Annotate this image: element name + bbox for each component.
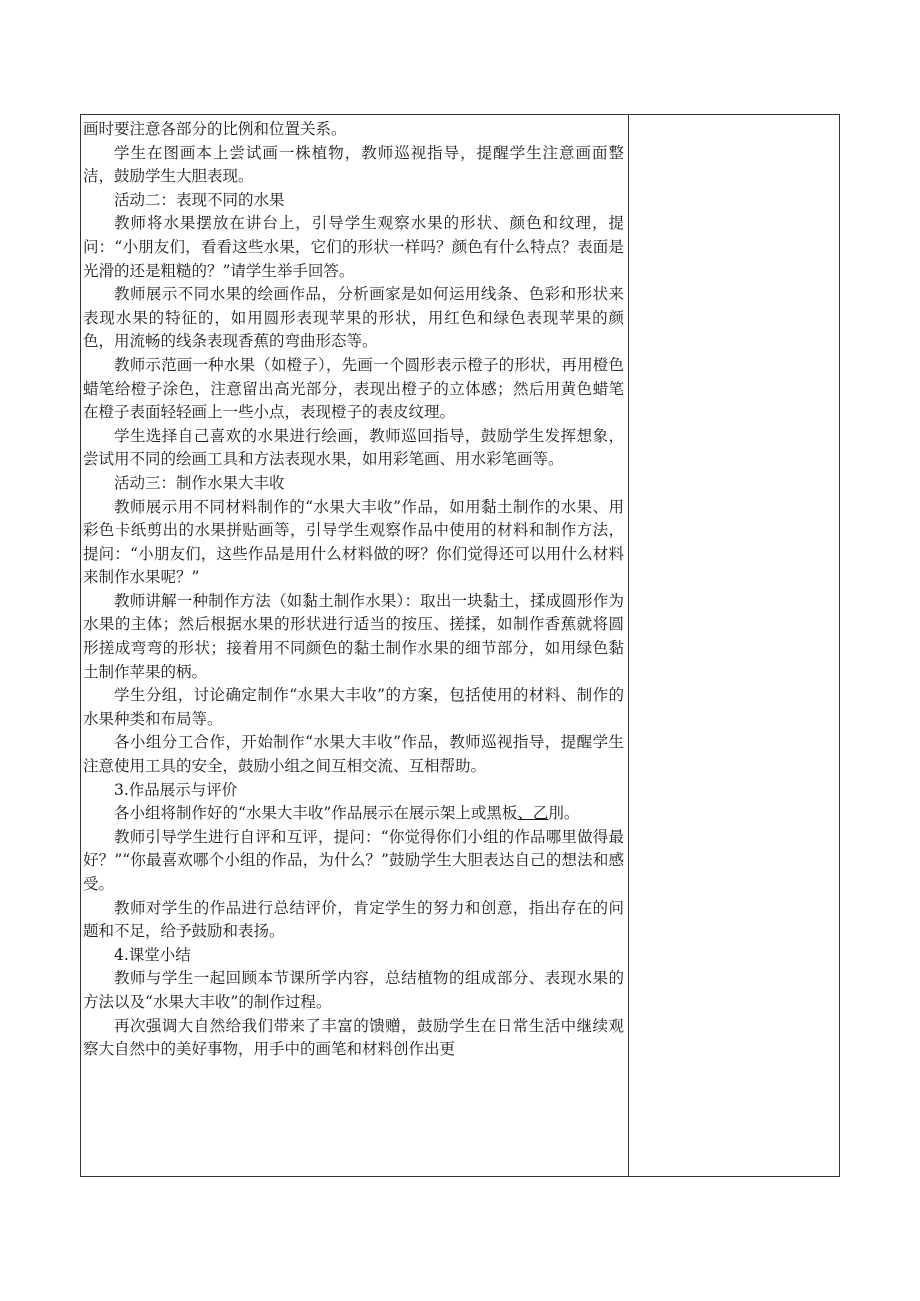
paragraph: 画时要注意各部分的比例和位置关系。 <box>83 120 347 138</box>
lesson-table <box>80 114 840 1177</box>
section-heading: 3.作品展示与评价 <box>114 780 238 799</box>
notes-cell <box>629 115 839 1176</box>
paragraph: 教师引导学生进行自评和互评，提问：“你觉得你们小组的作品哪里做得最好？”“你最喜欢哪个小组的作品，为什么？”鼓励学生大胆表达自己的想法和感受。 <box>83 827 624 893</box>
paragraph: 学生分组，讨论确定制作“水果大丰收”的方案，包括使用的材料、制作的水果种类和布局等。 <box>83 686 624 728</box>
paragraph: 各小组分工合作，开始制作“水果大丰收”作品，教师巡视指导，提醒学生注意使用工具的安全，鼓励小组之间互相交流、互相帮助。 <box>83 733 624 776</box>
paragraph: 教师展示不同水果的绘画作品，分析画家是如何运用线条、色彩和形状来表现水果的特征的，如用圆形表现苹果的形状，用红色和绿色表现苹果的颜色，用流畅的线条表现香蕉的弯曲形态等。 <box>83 285 624 351</box>
paragraph: 再次强调大自然给我们带来了丰富的馈赠，鼓励学生在日常生活中继续观察大自然中的美好事物，用手中的画笔和材料创作出更 <box>83 1016 624 1059</box>
paragraph: 教师展示用不同材料制作的“水果大丰收”作品，如用黏土制作的水果、用彩色卡纸剪出的水果拼贴画等，引导学生观察作品中使用的材料和制作方法，提问：“小朋友们，这些作品是用什么材料做的呀？你们觉得还可以用什么材料来制作水果呢？” <box>83 497 624 587</box>
content-cell <box>81 115 629 1176</box>
paragraph-text: 各小组将制作好的“水果大丰收”作品展示在展示架上或黑板 <box>114 804 518 823</box>
paragraph <box>83 802 624 826</box>
paragraph: 教师对学生的作品进行总结评价，肯定学生的努力和创意，指出存在的问题和不足，给予鼓励和表扬。 <box>83 898 624 941</box>
paragraph: 教师将水果摆放在讲台上，引导学生观察水果的形状、颜色和纹理，提问：“小朋友们，看看这些水果，它们的形状一样吗？颜色有什么特点？表面是光滑的还是粗糙的？”请学生举手回答。 <box>83 214 624 280</box>
activity-heading: 活动二：表现不同的水果 <box>114 190 285 209</box>
paragraph: 教师讲解一种制作方法（如黏土制作水果）：取出一块黏土，揉成圆形作为水果的主体；然后根据水果的形状进行适当的按压、搓揉，如制作香蕉就将圆形搓成弯弯的形状；接着用不同颜色的黏土制作水果的细节部分，如用绿色黏土制作苹果的柄。 <box>83 591 624 681</box>
section-heading: 4.课堂小结 <box>114 945 191 964</box>
paragraph: 学生选择自己喜欢的水果进行绘画，教师巡回指导，鼓励学生发挥想象，尝试用不同的绘画工具和方法表现水果，如用彩笔画、用水彩笔画等。 <box>83 426 624 469</box>
paragraph: 教师示范画一种水果（如橙子），先画一个圆形表示橙子的形状，再用橙色蜡笔给橙子涂色，注意留出高光部分，表现出橙子的立体感；然后用黄色蜡笔在橙子表面轻轻画上一些小点，表现橙子的表皮纹理。 <box>83 355 624 422</box>
paragraph: 教师与学生一起回顾本节课所学内容，总结植物的组成部分、表现水果的方法以及“水果大丰收”的制作过程。 <box>83 969 624 1011</box>
paragraph: 学生在图画本上尝试画一株植物，教师巡视指导，提醒学生注意画面整洁，鼓励学生大胆表现。 <box>83 143 624 186</box>
activity-heading: 活动三：制作水果大丰收 <box>114 473 285 492</box>
paragraph-text: 刖。 <box>548 804 580 823</box>
underlined-text: 、乙 <box>517 804 549 823</box>
